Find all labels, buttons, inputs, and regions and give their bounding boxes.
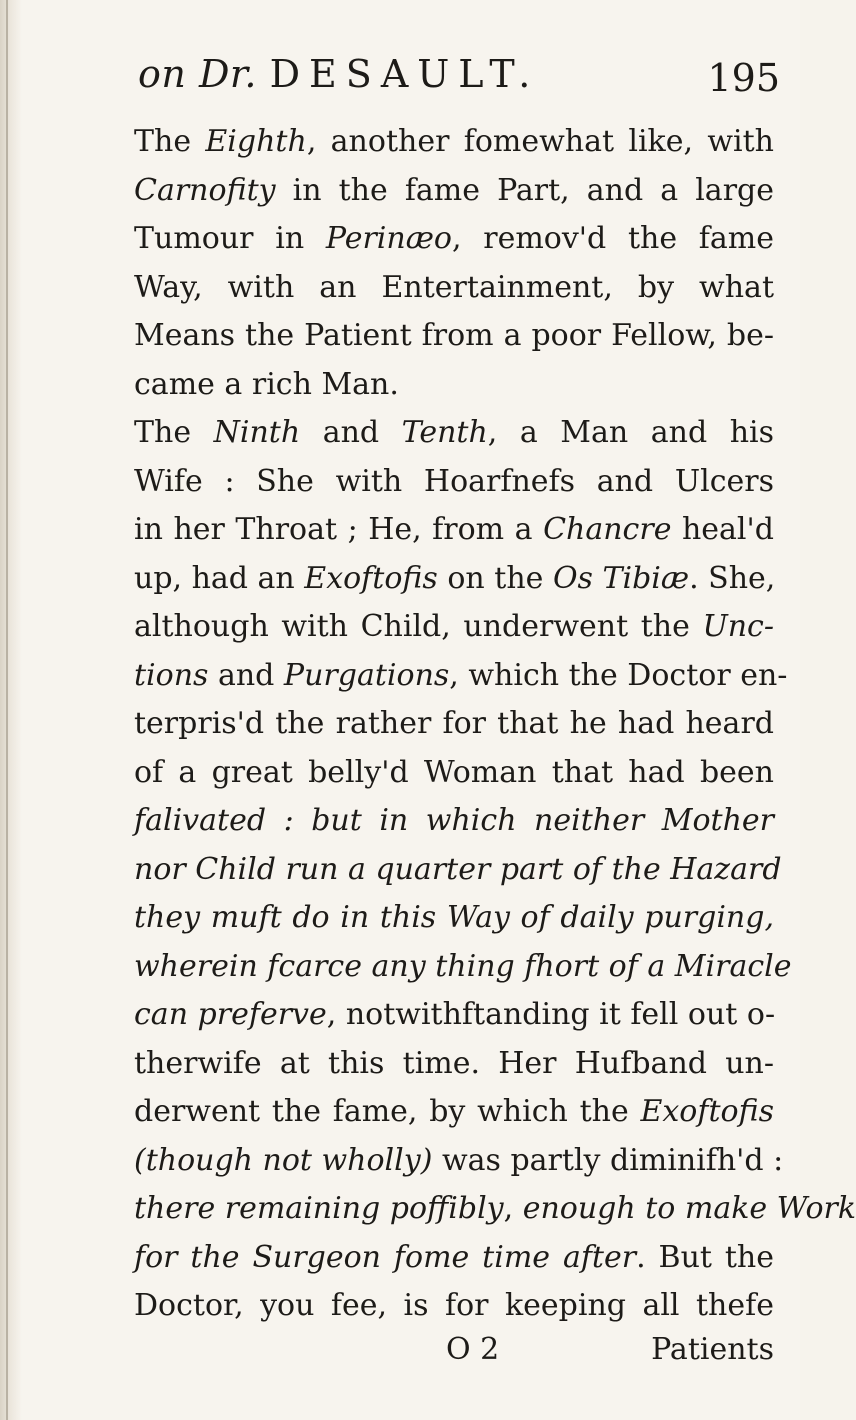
italic-text: there remaining poffibly	[134, 1191, 504, 1226]
italic-text: nor Child run a quarter part of the Hazard	[134, 851, 782, 887]
text-line	[134, 700, 774, 749]
roman-text: came a rich Man.	[134, 366, 399, 402]
italic-text: Purgations	[283, 657, 450, 693]
italic-text: enough to make Work	[522, 1191, 856, 1226]
text-line	[134, 409, 774, 458]
roman-text: Means the Patient from a poor Fellow, be-	[134, 318, 774, 353]
italic-text: Ninth	[213, 415, 301, 450]
roman-text: . But the	[636, 1239, 774, 1275]
roman-text: . She,	[689, 560, 776, 596]
roman-text: in her Throat ; He, from a	[134, 512, 544, 547]
text-line	[134, 555, 774, 604]
roman-text: ,	[503, 1191, 523, 1226]
running-head-title: Dr.	[198, 52, 257, 96]
catchword: Patients	[651, 1332, 774, 1367]
running-head-name: DESAULT.	[269, 52, 540, 96]
text-line	[134, 1040, 774, 1089]
italic-text: Unc-	[702, 609, 774, 644]
roman-text: was partly diminifh'd :	[432, 1142, 784, 1178]
roman-text: derwent the fame, by which the	[134, 1094, 641, 1129]
text-line	[134, 749, 774, 798]
text-line	[134, 167, 774, 216]
running-head	[138, 52, 539, 96]
roman-text: on the	[437, 560, 553, 596]
italic-text: wherein fcarce any thing fhort of a Miracle	[134, 948, 792, 984]
body-text	[134, 118, 856, 1331]
page-gutter	[0, 0, 22, 1420]
roman-text: up, had an	[134, 560, 305, 596]
running-head-prefix: on	[138, 52, 187, 96]
text-line	[134, 361, 774, 410]
italic-text: Eighth	[205, 124, 307, 159]
text-line	[134, 1185, 856, 1234]
roman-text: , another fomewhat like, with	[306, 124, 774, 159]
roman-text: and	[208, 657, 284, 693]
italic-text: Tenth	[401, 415, 488, 450]
italic-text: they muft do in this Way of daily purging,	[134, 900, 774, 935]
text-line	[134, 118, 774, 167]
italic-text: Perinæo	[325, 221, 452, 256]
italic-text: (though not wholly)	[134, 1142, 433, 1178]
text-line	[134, 846, 782, 895]
text-line	[134, 603, 774, 652]
text-line	[134, 943, 792, 992]
text-line	[134, 1282, 774, 1331]
text-line	[134, 652, 788, 701]
italic-text: can preferve	[134, 997, 327, 1032]
roman-text: , remov'd the fame	[451, 221, 774, 256]
roman-text: Wife : She with Hoarfnefs and Ulcers	[134, 463, 774, 499]
page-header	[120, 52, 780, 112]
text-line	[134, 1088, 774, 1137]
roman-text: Tumour in	[134, 221, 326, 256]
roman-text: of a great belly'd Woman that had been	[134, 754, 774, 790]
roman-text: The	[134, 415, 214, 450]
roman-text: although with Child, underwent the	[134, 609, 703, 644]
italic-text: falivated : but in which neither Mother	[134, 803, 774, 838]
text-line	[134, 1137, 784, 1186]
italic-text: Carnofity	[134, 172, 276, 208]
roman-text: terpris'd the rather for that he had heard	[134, 706, 774, 741]
text-line	[134, 312, 774, 361]
roman-text: Doctor, you fee, is for keeping all thefe	[134, 1288, 774, 1323]
gutter-line	[6, 0, 8, 1420]
text-line	[134, 894, 774, 943]
text-line	[134, 991, 774, 1040]
text-line	[134, 506, 774, 555]
page-footer	[134, 1332, 774, 1376]
roman-text: , notwithftanding it fell out o-	[326, 997, 776, 1032]
italic-text: Os Tibiæ	[552, 560, 690, 596]
page-number: 195	[707, 56, 780, 100]
roman-text: Way, with an Entertainment, by what	[134, 269, 774, 305]
roman-text: The	[134, 124, 206, 159]
roman-text: heal'd	[671, 512, 774, 547]
signature-mark: O 2	[446, 1332, 500, 1367]
text-line	[134, 1234, 774, 1283]
text-line	[134, 797, 774, 846]
italic-text: for the Surgeon fome time after	[134, 1239, 637, 1275]
italic-text: Exoftofis	[304, 560, 438, 596]
italic-text: tions	[134, 657, 209, 693]
roman-text: therwife at this time. Her Hufband un-	[134, 1045, 774, 1081]
italic-text: Exoftofis	[640, 1094, 774, 1129]
text-line	[134, 264, 774, 313]
italic-text: Chancre	[543, 512, 672, 547]
roman-text: in the fame Part, and a large	[275, 172, 774, 208]
roman-text: , which the Doctor en-	[449, 657, 788, 693]
text-line	[134, 458, 774, 507]
text-line	[134, 215, 774, 264]
roman-text: , a Man and his	[487, 415, 775, 450]
roman-text: and	[300, 415, 402, 450]
